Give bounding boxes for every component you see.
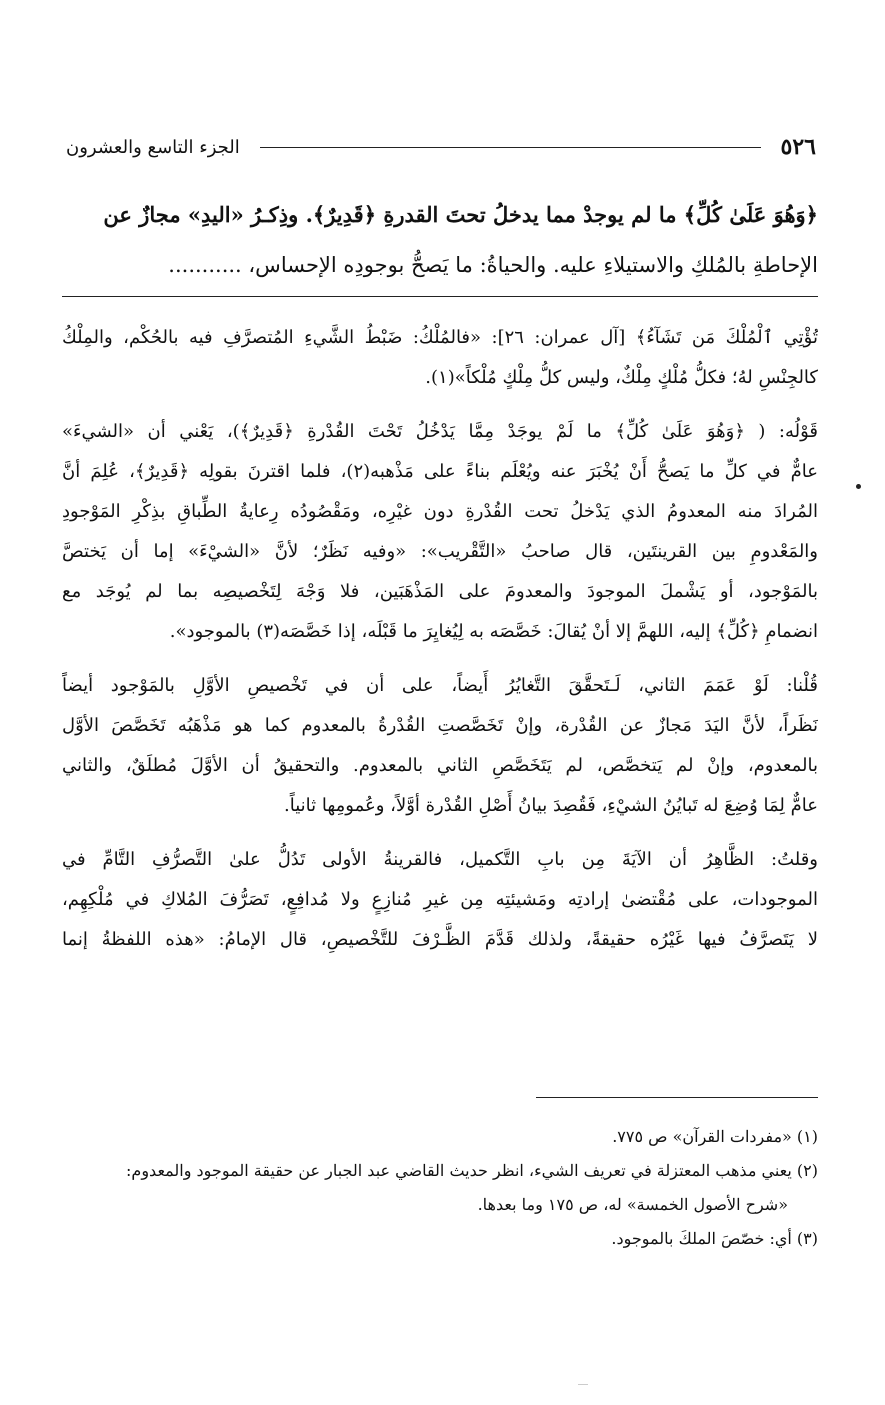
commentary-line: بالمعدوم، وإنْ لم يَتخصَّص، لم يَتَخَصَّصِ الثاني بالمعدوم. والتحقيقُ أن الأوَّلَ مُطلَقٌ، والثاني [62, 755, 818, 776]
commentary-line: بالمَوْجود، أو يَشْملَ الموجودَ والمعدومَ على المَذْهَبَين، فلا وَجْهَ لِتَخْصيصِه بما لم يُوجَد مع [62, 581, 818, 602]
main-text-line: الإحاطةِ بالمُلكِ والاستيلاءِ عليه. والحياةُ: ما يَصحُّ بوجودِه الإحساس، ........... [168, 253, 818, 277]
commentary-paragraph [62, 412, 818, 652]
commentary-line: قَوْلُه: ( ﴿وَهُوَ عَلَىٰ كُلِّ﴾ ما لَمْ يوجَدْ مِمَّا يَدْخُلُ تَحْتَ القُدْرةِ ﴿قَدِيرٌ﴾)، يَعْني أن «الشيءَ» [62, 421, 818, 442]
commentary-line: المُرادَ منه المعدومُ الذي يَدْخلُ تحت القُدْرةِ دون غيْرِه، ومَقْصُودُه رِعايةُ الطِّباقِ بذِكْرِ المَوْجودِ [62, 501, 818, 522]
scan-mark [578, 1384, 588, 1386]
main-text [62, 190, 818, 290]
page-header [66, 130, 816, 164]
footnote: (١) «مفردات القرآن» ص ٧٧٥. [612, 1127, 818, 1146]
header-rule [260, 147, 761, 148]
footnotes [62, 1120, 818, 1256]
commentary-line: الموجودات، على مُقْتضىٰ إرادتِه ومَشيئتِه مِن غيرِ مُنازِعٍ ولا مُدافِعٍ، تَصَرُّفَ المُلاكِ في مُلْكِهِم، [62, 889, 818, 910]
commentary-line: عامٌّ لِمَا وُضِعَ له تَبايُنُ الشيْءِ، فَقُصِدَ بيانُ أَصْلِ القُدْرة أوَّلاً، وعُمومِها ثانياً. [283, 795, 818, 816]
commentary-line: عامٌّ في كلِّ ما يَصحُّ أَنْ يُخْبَرَ عنه ويُعْلَم بناءً على مَذْهبه(٢)، فلما اقترنَ بقولِه ﴿قَدِيرٌ﴾، عُلِمَ أنَّ [62, 461, 818, 482]
commentary-line: لا يَتَصرَّفُ فيها غَيْرُه حقيقةً، ولذلك قَدَّمَ الظَّـرْفَ للتَّخْصيصِ، قال الإمامُ: «هذه اللفظةُ إنما [62, 929, 818, 950]
page-number: ٥٢٦ [780, 134, 816, 160]
running-title: الجزء التاسع والعشرون [66, 136, 240, 158]
commentary-line: انضمامِ ﴿كُلِّ﴾ إليه، اللهمَّ إلا أنْ يُقالَ: خَصَّصَه به لِيُغايِرَ ما قَبْلَه، إذا خَصَّصَه(٣) بالموجود». [169, 621, 818, 642]
commentary-line: تُؤْتِي ٱلْمُلْكَ مَن تَشَآءُ﴾ [آل عمران: ٢٦]: «فالمُلْكُ: ضَبْطُ الشَّيءِ المُتصرَّفِ فيه بالحُكْم، والمِلْكُ [62, 327, 818, 348]
commentary [62, 318, 818, 974]
footnote: (٢) يعني مذهب المعتزلة في تعريف الشيء، انظر حديث القاضي عبد الجبار عن حقيقة الموجود والمعدوم: [126, 1161, 818, 1180]
commentary-line: نَظَراً، لأنَّ اليَدَ مَجازٌ عن القُدْرة، وإنْ تَخَصَّصتِ القُدْرةُ بالمعدوم كما هو مَذْهَبُه تَخَصَّصَ الأوَّل [62, 715, 818, 736]
commentary-line: قُلْنا: لَوْ عَمَمَ الثاني، لَـتَحقَّقَ التَّغايُرُ أَيضاً، على أن في تَخْصيصِ الأوَّلِ بالمَوْجود أيضاً [62, 675, 818, 696]
main-divider [62, 296, 818, 297]
main-text-line: ﴿وَهُوَ عَلَىٰ كُلِّ﴾ ما لم يوجدْ مما يدخلُ تحتَ القدرةِ ﴿قَدِيرٌ﴾. وذِكـرُ «اليدِ» مجازٌ عن [103, 202, 818, 227]
commentary-line: والمَعْدومِ بين القرينتَين، قال صاحبُ «التَّقْريب»: «وفيه نَظَرٌ؛ لأنَّ «الشيْءَ» إما أن يَختصَّ [62, 541, 818, 562]
commentary-paragraph [62, 666, 818, 826]
commentary-line: كالجِنْسِ لهُ؛ فكلُّ مُلْكٍ مِلْكٌ، وليس كلُّ مِلْكٍ مُلْكاً»(١). [425, 367, 818, 388]
footnote: (٣) أي: خصّصَ الملكَ بالموجود. [611, 1229, 818, 1248]
footnote-divider [536, 1097, 818, 1098]
margin-dot [856, 484, 861, 489]
commentary-paragraph [62, 840, 818, 960]
footnote-continuation: «شرح الأصول الخمسة» له، ص ١٧٥ وما بعدها. [477, 1195, 788, 1214]
commentary-line: وقلتُ: الظَّاهِرُ أن الآيَةَ مِن بابِ التَّكميل، فالقرينةُ الأولى تَدُلُّ علىٰ التَّصرُّفِ التَّامِّ في [62, 849, 818, 870]
commentary-paragraph [62, 318, 818, 398]
